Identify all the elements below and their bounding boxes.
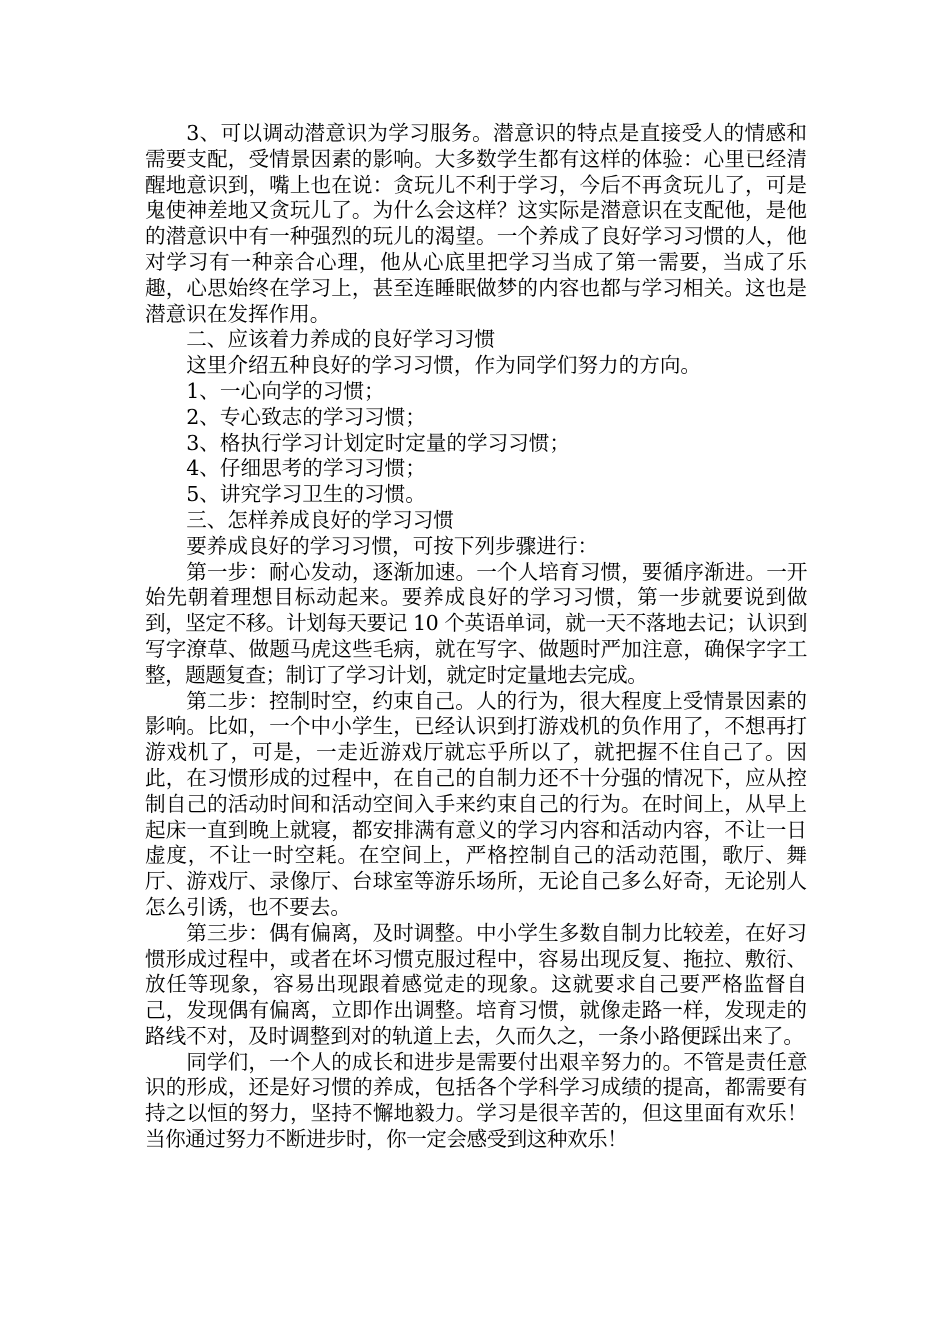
paragraph-step-three: 第三步：偶有偏离，及时调整。中小学生多数自制力比较差，在好习惯形成过程中，或者在坏习惯克服过程中，容易出现反复、拖拉、敷衍、放任等现象，容易出现跟着感觉走的现象。这就要求自己要严格监督自己，发现偶有偏离，立即作出调整。培育习惯，就像走路一样，发现走的路线不对，及时调整到对的轨道上去，久而久之，一条小路便踩出来了。 (145, 920, 807, 1048)
heading-section-three: 三、怎样养成良好的学习习惯 (186, 507, 454, 532)
heading-section-two: 二、应该着力养成的良好学习习惯 (186, 327, 496, 352)
list-item-habit-2: 2、专心致志的学习习惯； (186, 404, 426, 429)
list-item-habit-1: 1、一心向学的习惯； (186, 378, 385, 403)
paragraph-conclusion: 同学们，一个人的成长和进步是需要付出艰辛努力的。不管是责任意识的形成，还是好习惯的养成，包括各个学科学习成绩的提高，都需要有持之以恒的努力，坚持不懈地毅力。学习是很辛苦的，但这里面有欢乐！当你通过努力不断进步时，你一定会感受到这种欢乐！ (145, 1049, 807, 1152)
list-item-habit-5: 5、讲究学习卫生的习惯。 (186, 482, 426, 507)
list-item-habit-3: 3、格执行学习计划定时定量的学习习惯； (186, 430, 570, 455)
paragraph-subconscious: 3、可以调动潜意识为学习服务。潜意识的特点是直接受人的情感和需要支配，受情景因素的影响。大多数学生都有这样的体验：心里已经清醒地意识到，嘴上也在说：贪玩儿不利于学习，今后不再贪玩儿了，可是鬼使神差地又贪玩儿了。为什么会这样？这实际是潜意识在支配他，是他的潜意识中有一种强烈的玩儿的渴望。一个养成了良好学习习惯的人，他对学习有一种亲合心理，他从心底里把学习当成了第一需要，当成了乐趣，心思始终在学习上，甚至连睡眠做梦的内容也都与学习相关。这也是潜意识在发挥作用。 (145, 121, 807, 326)
paragraph-step-two: 第二步：控制时空，约束自己。人的行为，很大程度上受情景因素的影响。比如，一个中小学生，已经认识到打游戏机的负作用了，不想再打游戏机了，可是，一走近游戏厅就忘乎所以了，就把握不住自己了。因此，在习惯形成的过程中，在自己的自制力还不十分强的情况下，应从控制自己的活动时间和活动空间入手来约束自己的行为。在时间上，从早上起床一直到晚上就寝，都安排满有意义的学习内容和活动内容，不让一日虚度，不让一时空耗。在空间上，严格控制自己的活动范围，歌厅、舞厅、游戏厅、录像厅、台球室等游乐场所，无论自己多么好奇，无论别人怎么引诱，也不要去。 (145, 688, 807, 919)
list-item-habit-4: 4、仔细思考的学习习惯； (186, 456, 426, 481)
paragraph-steps-intro: 要养成良好的学习习惯，可按下列步骤进行： (186, 533, 599, 558)
document-body (145, 121, 807, 1153)
paragraph-intro-habits: 这里介绍五种良好的学习习惯，作为同学们努力的方向。 (186, 353, 702, 378)
paragraph-step-one: 第一步：耐心发动，逐渐加速。一个人培育习惯，要循序渐进。一开始先朝着理想目标动起来。要养成良好的学习习惯，第一步就要说到做到，坚定不移。计划每天要记 10 个英语单词，就一天不落地去记；认识到写字潦草、做题马虎这些毛病，就在写字、做题时严加注意，确保字字工整，题题复查；制订了学习计划，就定时定量地去完成。 (145, 559, 807, 687)
